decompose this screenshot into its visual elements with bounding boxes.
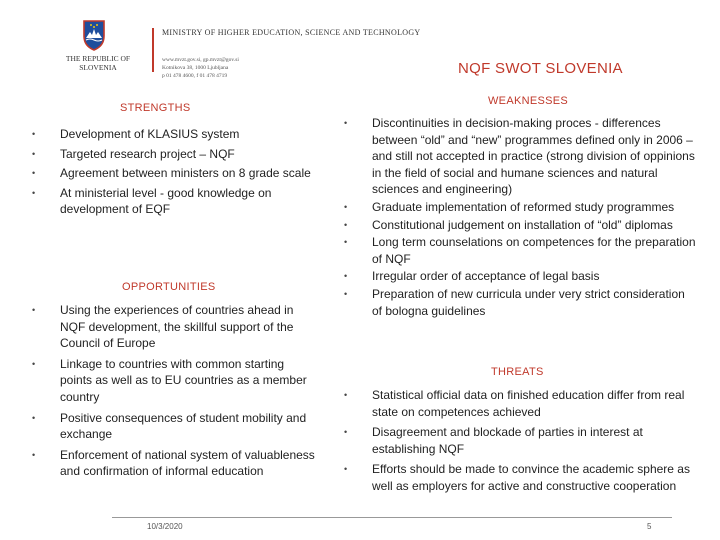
weaknesses-list: [344, 115, 698, 320]
slide-title: NQF SWOT SLOVENIA: [458, 60, 623, 77]
footer-divider: [112, 517, 672, 518]
bullet-icon: •: [32, 449, 36, 460]
list-item: • Using the experiences of countries ahead in NQF development, the skillful support of the Council of Europe: [32, 303, 294, 351]
bullet-icon: •: [344, 219, 348, 230]
bullet-icon: •: [32, 358, 36, 369]
threats-list: [344, 387, 698, 499]
weaknesses-heading: WEAKNESSES: [488, 95, 569, 107]
strengths-list: [32, 126, 318, 221]
slide-date: 10/3/2020: [147, 522, 183, 531]
opportunities-list: [32, 302, 318, 484]
coat-of-arms-icon: [82, 18, 106, 52]
contact-web-email: www.mvzt.gov.si, gp.mvzt@gov.si: [162, 57, 239, 63]
list-item: • Preparation of new curricula under very strict consideration of bologna guidelines: [344, 286, 685, 318]
bullet-icon: •: [344, 464, 348, 475]
bullet-icon: •: [344, 427, 348, 438]
contact-info: [162, 56, 239, 80]
list-item: • At ministerial level - good knowledge on development of EQF: [32, 185, 272, 217]
list-item: • Disagreement and blockade of parties in interest at establishing NQF: [344, 425, 643, 456]
bullet-icon: •: [32, 305, 36, 315]
list-item: • Graduate implementation of reformed study programmes: [344, 199, 675, 214]
bullet-icon: •: [32, 412, 36, 423]
strengths-heading: STRENGTHS: [120, 102, 191, 114]
country-name: THE REPUBLIC OF SLOVENIA: [65, 54, 131, 72]
threats-heading: THREATS: [491, 366, 544, 378]
contact-address: Kotnikova 38, 1000 Ljubljana: [162, 65, 229, 71]
list-item: • Constitutional judgement on installation of “old” diplomas: [344, 217, 673, 232]
contact-phone-fax: p 01 478 4600, f 01 478 4719: [162, 73, 228, 79]
list-item: • Positive consequences of student mobility and exchange: [32, 410, 307, 442]
bullet-icon: •: [32, 168, 36, 179]
bullet-icon: •: [344, 118, 348, 128]
list-item: • Discontinuities in decision-making proces - differences between “old” and “new” programmes defined only in 2006 – and still not accepted in practice (strong division of oppinions in the field of social and humane sciences and natural sciences and engineering): [344, 116, 695, 197]
bullet-icon: •: [32, 187, 36, 198]
ministry-name: MINISTRY OF HIGHER EDUCATION, SCIENCE AND TECHNOLOGY: [162, 28, 421, 37]
list-item: • Linkage to countries with common starting points as well as to EU countries as a member country: [32, 356, 307, 404]
list-item: • Long term counselations on competences for the preparation of NQF: [344, 235, 696, 266]
list-item: • Irregular order of acceptance of legal basis: [344, 269, 600, 284]
list-item: • Development of KLASIUS system: [32, 127, 240, 141]
bullet-icon: •: [344, 288, 348, 299]
bullet-icon: •: [344, 237, 348, 248]
page-number: 5: [647, 522, 652, 531]
header-divider: [152, 28, 154, 72]
bullet-icon: •: [344, 201, 348, 212]
list-item: • Statistical official data on finished education differ from real state on competences achieved: [344, 388, 685, 419]
opportunities-heading: OPPORTUNITIES: [122, 281, 216, 293]
bullet-icon: •: [32, 148, 36, 159]
list-item: • Targeted research project – NQF: [32, 146, 235, 161]
list-item: • Enforcement of national system of valuableness and confirmation of informal education: [32, 447, 315, 479]
list-item: • Efforts should be made to convince the academic sphere as well as employers for active and constructive cooperation: [344, 462, 690, 493]
list-item: • Agreement between ministers on 8 grade scale: [32, 166, 311, 181]
bullet-icon: •: [344, 390, 348, 400]
bullet-icon: •: [344, 271, 348, 282]
bullet-icon: •: [32, 129, 36, 139]
